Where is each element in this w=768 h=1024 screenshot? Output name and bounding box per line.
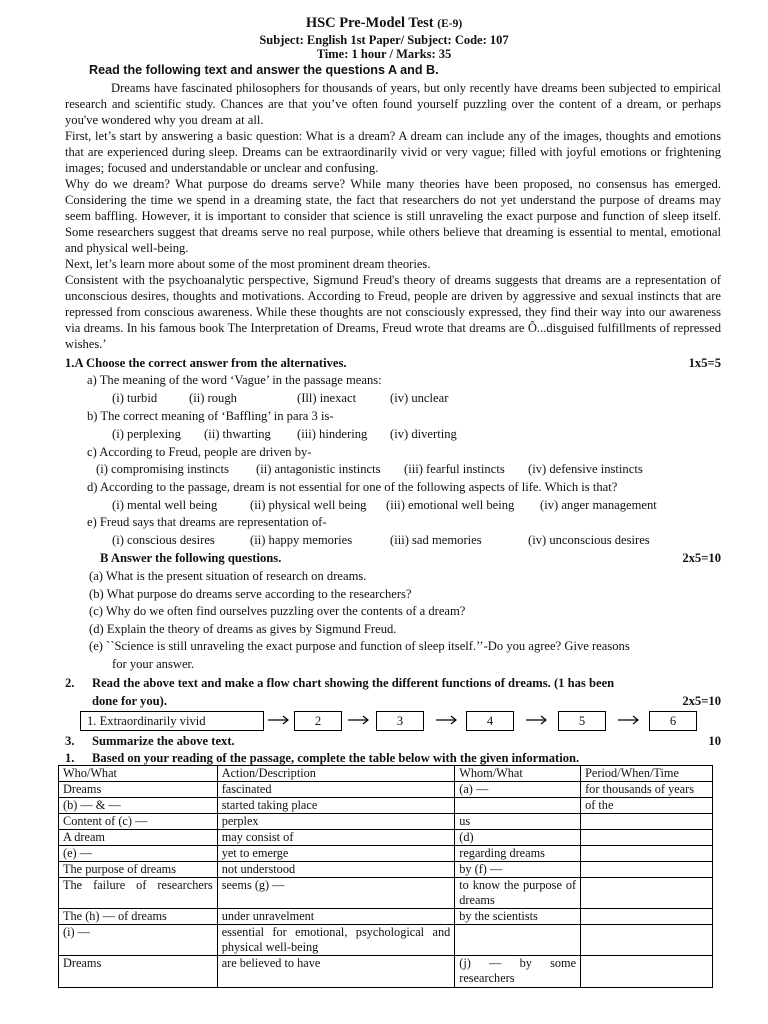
table-cell: us [455,814,581,830]
table-cell: perplex [217,814,455,830]
flow-arrow [266,711,292,729]
table-cell: not understood [217,862,455,878]
flow-arrow [346,711,372,729]
q1a-options-c [96,461,721,477]
flow-arrow [616,711,642,729]
table-row [59,862,713,878]
flow-box-5[interactable]: 5 [558,711,606,731]
option[interactable]: (iv) defensive instincts [528,462,643,476]
passage-para-3: Why do we dream? What purpose do dreams serve? While many theories have been proposed, no consensus has emerged. Considering the time we spend in a dreaming state, the fact that researchers do not yet understand the purpose of dreams may seem baffling. However, it is important to consider that science is still unraveling the exact purpose and function of sleep itself. Some researchers suggest that dreams serve no real purpose, while others believe that dreaming is essential to mental, emotional and physical well-being. [65,177,721,255]
q2-number: 2. [65,676,75,690]
option[interactable]: (ii) antagonistic instincts [256,462,381,476]
q1b-item: (c) Why do we often find ourselves puzzling over the contents of a dream? [89,604,466,618]
option[interactable]: (iv) anger management [540,498,657,512]
table-cell[interactable] [581,956,713,988]
table-cell: to know the purpose of dreams [455,878,581,909]
q2-text-2: done for you). [92,694,167,708]
table-cell[interactable] [581,830,713,846]
q1a-options-d [112,497,722,513]
exam-subject: Subject: English 1st Paper/ Subject: Code: 107 [259,33,509,47]
arrow-right-icon [434,711,460,729]
q1b-marks: 2x5=10 [682,551,721,565]
flow-box-3[interactable]: 3 [376,711,424,731]
passage-para-5: Consistent with the psychoanalytic perspective, Sigmund Freud's theory of dreams suggests that dreams are a representation of unconscious desires, thoughts and motivations. According to Freud, people are driven by aggressive and sexual instincts that are repressed from conscious awareness. While these thoughts are not consciously expressed, they find their way into our awareness via dreams. In his famous book The Interpretation of Dreams, Freud wrote that dreams are Ô...disguised fulfillments of repressed wishes.’ [65,273,721,351]
table-cell: regarding dreams [455,846,581,862]
table-cell: The purpose of dreams [59,862,218,878]
option[interactable]: (ii) thwarting [204,427,271,441]
flow-box-4[interactable]: 4 [466,711,514,731]
table-cell: of the [581,798,713,814]
table-cell: Dreams [59,956,218,988]
table-cell[interactable] [581,846,713,862]
q1b-item: (e) ``Science is still unraveling the exact purpose and function of sleep itself.’’-Do you agree? Give reasons [89,639,630,653]
q1a-item-b: b) The correct meaning of ‘Baffling’ in para 3 is- [87,409,334,423]
exam-title: HSC Pre-Model Test (E-9) [305,15,463,31]
table-cell[interactable]: (j) — by some researchers [455,956,581,988]
table-row [59,830,713,846]
option[interactable]: (ii) happy memories [250,533,353,547]
option[interactable]: (i) turbid [112,391,158,405]
table-cell[interactable]: by (f) — [455,862,581,878]
table-row [59,925,713,956]
option[interactable]: (i) compromising instincts [96,462,229,476]
arrow-right-icon [524,711,550,729]
table-header-row [59,766,713,782]
table-cell[interactable]: seems (g) — [217,878,455,909]
table-row [59,878,713,909]
option[interactable]: (iii) sad memories [390,533,482,547]
table-cell: are believed to have [217,956,455,988]
q1b-item: (d) Explain the theory of dreams as gives by Sigmund Freud. [89,622,397,636]
flow-box-1: 1. Extraordinarily vivid [80,711,264,731]
table-cell: fascinated [217,782,455,798]
option[interactable]: (i) conscious desires [112,533,215,547]
option[interactable]: (iii) fearful instincts [404,462,505,476]
table-cell[interactable]: (i) — [59,925,218,956]
table-header: Who/What [59,766,218,782]
table-header: Action/Description [217,766,455,782]
table-header: Whom/What [455,766,581,782]
q1a-marks: 1x5=5 [688,356,721,370]
table-cell: by the scientists [455,909,581,925]
table-cell: started taking place [217,798,455,814]
table-cell[interactable]: (b) — & — [59,798,218,814]
q4-prompt [65,750,721,766]
q3-number: 3. [65,734,75,748]
arrow-right-icon [266,711,292,729]
table-cell: for thousands of years [581,782,713,798]
table-row [59,846,713,862]
option[interactable]: (iii) emotional well being [386,498,515,512]
q1a-item-a: a) The meaning of the word ‘Vague’ in the passage means: [87,373,382,387]
q1a-options-b [112,426,768,442]
table-cell: yet to emerge [217,846,455,862]
table-row [59,782,713,798]
table-cell[interactable]: The (h) — of dreams [59,909,218,925]
table-row [59,909,713,925]
q2-marks: 2x5=10 [682,694,721,708]
table-header: Period/When/Time [581,766,713,782]
q1a-options-e [112,532,722,548]
table-cell[interactable] [581,909,713,925]
option[interactable]: (i) mental well being [112,498,218,512]
option[interactable]: (iii) hindering [297,427,368,441]
exam-time-marks: Time: 1 hour / Marks: 35 [316,47,452,61]
q2-prompt [65,675,721,691]
q1a-heading: 1.A Choose the correct answer from the alternatives. 1x5=5 [65,356,721,370]
table-cell: may consist of [217,830,455,846]
arrow-right-icon [346,711,372,729]
info-table [58,765,713,988]
q4-text: Based on your reading of the passage, complete the table below with the given information. [92,751,580,765]
passage-para-2: First, let’s start by answering a basic question: What is a dream? A dream can include any of the images, thoughts and emotions that are experienced during sleep. Dreams can be extraordinarily vivid or very vague; filled with joyful emotions or frightening images; focused and understandable or unclear and confusing. [65,129,721,175]
option[interactable]: (Ill) inexact [297,391,357,405]
option[interactable]: (i) perplexing [112,427,181,441]
q1a-options-a [112,390,768,406]
arrow-right-icon [616,711,642,729]
table-row [59,956,713,988]
q2-text: Read the above text and make a flow chart showing the different functions of dreams. (1 has been [92,676,615,690]
q4-number: 1. [65,751,75,765]
table-cell[interactable]: (d) [455,830,581,846]
q3-marks: 10 [708,734,721,748]
table-row [59,814,713,830]
q1a-item-d: d) According to the passage, dream is not essential for one of the following aspects of life. Which is that? [87,480,618,494]
table-cell[interactable]: (a) — [455,782,581,798]
option[interactable]: (iv) unconscious desires [528,533,650,547]
q1b-item: (b) What purpose do dreams serve according to the researchers? [89,587,412,601]
flow-arrow [524,711,550,729]
q1b-heading: B Answer the following questions. 2x5=10 [100,551,721,565]
option[interactable]: (ii) rough [189,391,237,405]
table-cell[interactable] [581,925,713,956]
passage-para-4: Next, let’s learn more about some of the most prominent dream theories. [65,257,431,271]
table-row [59,798,713,814]
table-cell[interactable] [455,925,581,956]
table-cell[interactable] [455,798,581,814]
table-cell[interactable] [581,862,713,878]
passage [65,80,721,352]
q3-prompt [65,733,721,749]
table-cell: A dream [59,830,218,846]
table-cell: Dreams [59,782,218,798]
table-cell[interactable]: Content of (c) — [59,814,218,830]
flow-chart [80,711,720,733]
q1a-item-e: e) Freud says that dreams are representation of- [87,515,327,529]
option[interactable]: (ii) physical well being [250,498,367,512]
flow-box-6[interactable]: 6 [649,711,697,731]
option[interactable]: (iv) unclear [390,391,449,405]
flow-box-2[interactable]: 2 [294,711,342,731]
instruction: Read the following text and answer the questions A and B. [89,63,439,77]
flow-arrow [434,711,460,729]
table-cell: essential for emotional, psychological and physical well-being [217,925,455,956]
q1b-item: (a) What is the present situation of research on dreams. [89,569,367,583]
q1b-item-continued: for your answer. [112,657,195,671]
passage-para-1: Dreams have fascinated philosophers for thousands of years, but only recently have dreams been subjected to empirical research and scientific study. Chances are that you’ve often found yourself puzzling over the content of a dream, or perhaps you've wondered why you dream at all. [65,81,721,127]
table-cell[interactable] [581,878,713,909]
option[interactable]: (iv) diverting [390,427,457,441]
table-cell: The failure of researchers [59,878,218,909]
q1a-item-c: c) According to Freud, people are driven by- [87,445,312,459]
table-cell[interactable] [581,814,713,830]
q3-text: Summarize the above text. [92,734,235,748]
table-cell[interactable]: (e) — [59,846,218,862]
table-cell: under unravelment [217,909,455,925]
